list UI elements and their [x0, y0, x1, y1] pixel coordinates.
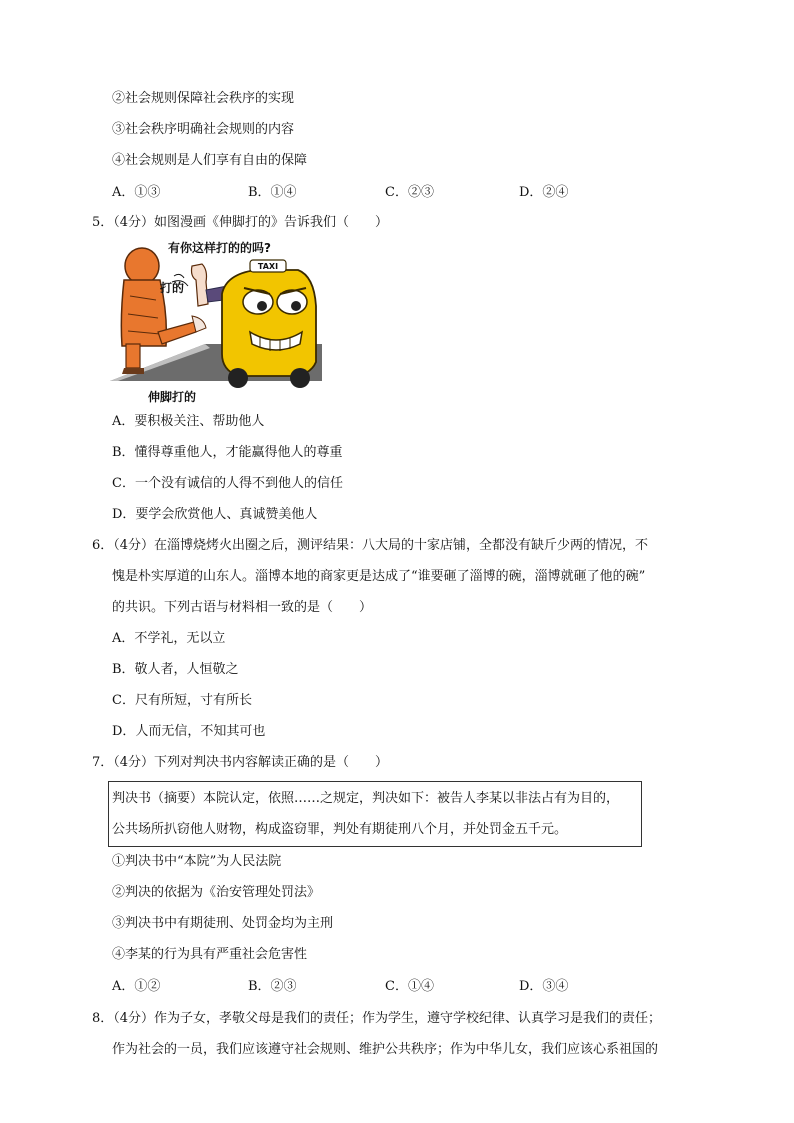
- taxi-wheel-back: [290, 368, 310, 388]
- cartoon-illustration: [110, 236, 322, 408]
- q6-stem-line-2: 愧是朴实厚道的山东人。淄博本地的商家更是达成了“谁要砸了淄博的碗，淄博就砸了他的碗”: [112, 569, 646, 584]
- q6-option-a: A．不学礼，无以立: [112, 631, 226, 646]
- taxi-sign-text: TAXI: [257, 262, 279, 271]
- taxi-body: [222, 270, 316, 376]
- q4-statement-3: ③社会秩序明确社会规则的内容: [112, 122, 295, 137]
- q5-option-b: B．懂得尊重他人，才能赢得他人的尊重: [112, 445, 343, 460]
- speech-label: 打的: [160, 281, 185, 295]
- q6-option-d: D．人而无信，不知其可也: [112, 724, 266, 739]
- person-leg: [126, 344, 140, 368]
- q4-options: [112, 184, 672, 202]
- q7-options: [112, 978, 672, 996]
- q7-stem: 7．（4分）下列对判决书内容解读正确的是（ ）: [92, 755, 389, 770]
- person-hood: [125, 248, 159, 284]
- q4-option-d: D．②④: [519, 185, 569, 200]
- q8-stem-line-2: 作为社会的一员，我们应该遵守社会规则、维护公共秩序；作为中华儿女，我们应该心系祖国的: [112, 1042, 659, 1057]
- q7-statement-1: ①判决书中“本院”为人民法院: [112, 854, 282, 869]
- q7-option-c: C．①④: [385, 979, 434, 994]
- q7-option-b: B．②③: [248, 979, 297, 994]
- q6-option-b: B．敬人者，人恒敬之: [112, 662, 239, 677]
- q5-option-a: A．要积极关注、帮助他人: [112, 414, 265, 429]
- q6-option-c: C．尺有所短，寸有所长: [112, 693, 252, 708]
- q5-option-d: D．要学会欣赏他人、真诚赞美他人: [112, 507, 318, 522]
- q7-option-d: D．③④: [519, 979, 569, 994]
- q7-statement-2: ②判决的依据为《治安管理处罚法》: [112, 885, 321, 900]
- q4-option-b: B．①④: [248, 185, 297, 200]
- stop-hand: [192, 264, 209, 306]
- q8-stem-line-1: 8．（4分）作为子女，孝敬父母是我们的责任；作为学生，遵守学校纪律、认真学习是我们的责任；: [92, 1011, 662, 1026]
- q5-cartoon: [110, 236, 322, 408]
- q7-box-line-1: 判决书（摘要）本院认定，依照……之规定，判决如下：被告人李某以非法占有为目的，: [112, 791, 620, 806]
- q7-box-line-2: 公共场所扒窃他人财物，构成盗窃罪，判处有期徒刑八个月，并处罚金五千元。: [112, 822, 568, 837]
- q4-statement-4: ④社会规则是人们享有自由的保障: [112, 153, 308, 168]
- q4-option-c: C．②③: [385, 185, 434, 200]
- q6-stem-line-3: 的共识。下列古语与材料相一致的是（ ）: [112, 600, 373, 615]
- cartoon-caption: 伸脚打的: [148, 390, 197, 404]
- speech-text: 有你这样打的的吗?: [168, 241, 271, 255]
- q7-option-a: A．①②: [112, 979, 161, 994]
- q7-statement-4: ④李某的行为具有严重社会危害性: [112, 947, 308, 962]
- person-shoe: [122, 368, 144, 374]
- q4-statement-2: ②社会规则保障社会秩序的实现: [112, 91, 295, 106]
- q4-option-a: A．①③: [112, 185, 161, 200]
- taxi-wheel-front: [228, 368, 248, 388]
- q5-option-c: C．一个没有诚信的人得不到他人的信任: [112, 476, 343, 491]
- q6-stem-line-1: 6．（4分）在淄博烧烤火出圈之后，测评结果：八大局的十家店铺，全都没有缺斤少两的情况，不: [92, 538, 649, 553]
- q5-stem: 5．（4分）如图漫画《伸脚打的》告诉我们（ ）: [92, 215, 389, 230]
- q7-statement-3: ③判决书中有期徒刑、处罚金均为主刑: [112, 916, 334, 931]
